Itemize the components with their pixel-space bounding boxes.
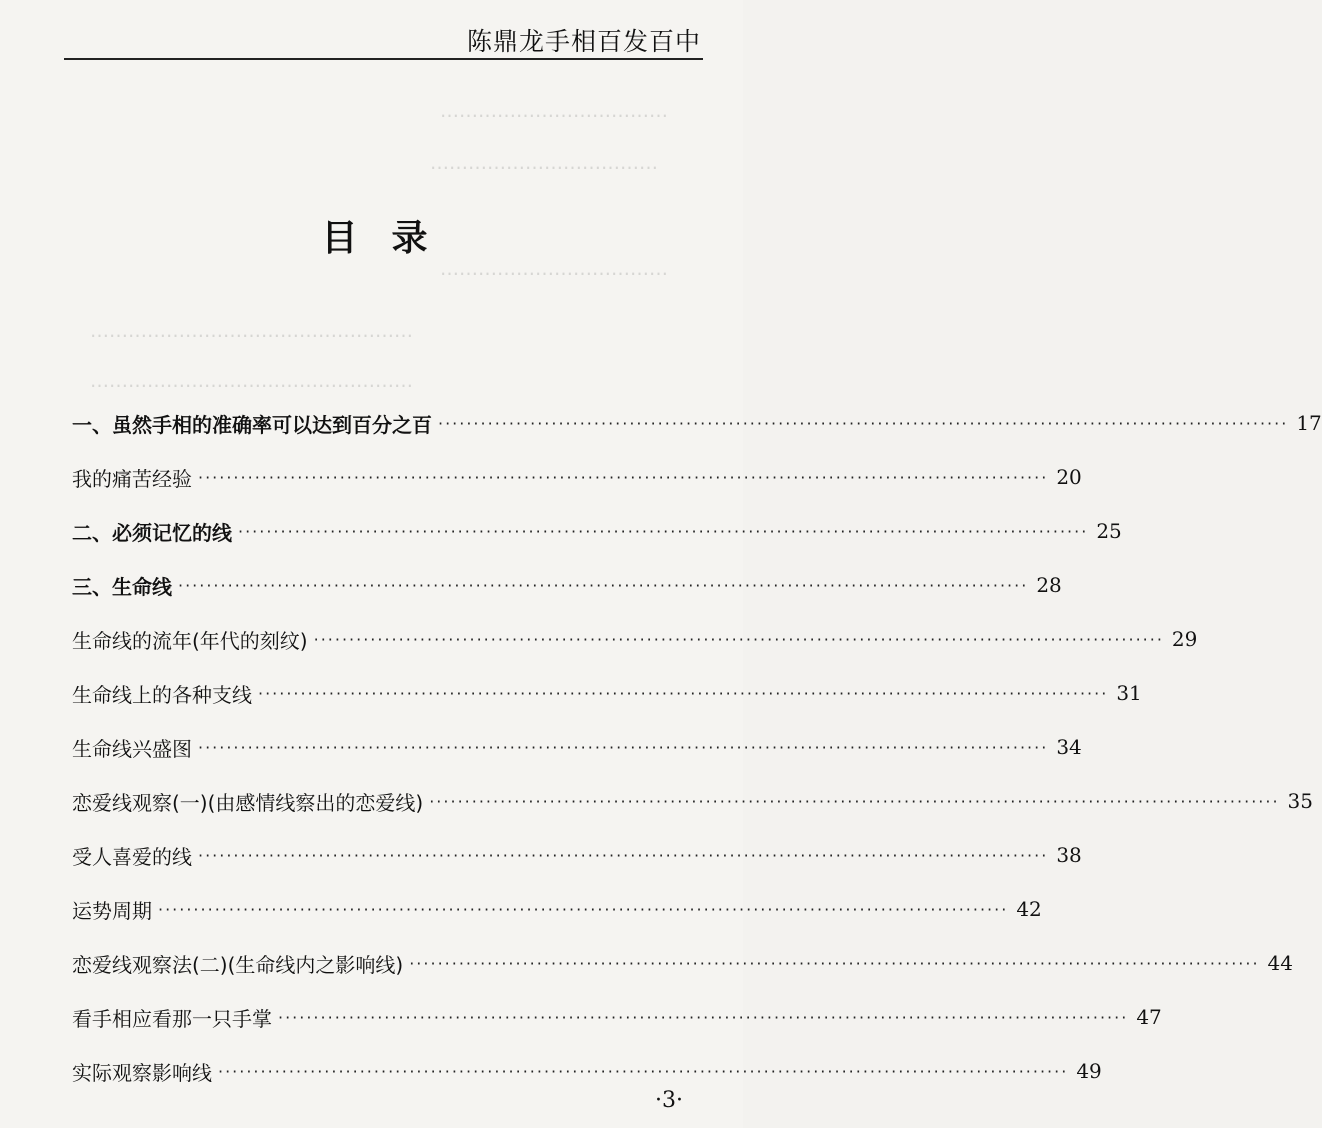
toc-leader-dots: ························································································································: [258, 683, 1109, 703]
toc-leader-dots: ························································································································: [409, 953, 1260, 973]
toc-leader-dots: ························································································································: [278, 1007, 1129, 1027]
running-header-title: 陈鼎龙手相百发百中: [466, 27, 701, 56]
toc-entry-page: 44: [1267, 951, 1293, 975]
toc-entry-page: 34: [1056, 735, 1082, 759]
toc-leader-dots: ························································································································: [158, 899, 1009, 919]
toc-entry[interactable]: [72, 990, 1162, 1044]
toc-entry-page: 47: [1136, 1005, 1162, 1029]
toc-entry-page: 31: [1116, 681, 1142, 705]
toc-entry-page: 42: [1016, 897, 1042, 921]
toc-leader-dots: ························································································································: [218, 1061, 1069, 1081]
toc-entry-page: 28: [1036, 573, 1062, 597]
toc-entry-title: 生命线兴盛图: [72, 736, 192, 761]
toc-entry-title: 运势周期: [72, 898, 152, 923]
toc-entry-title: 三、生命线: [72, 574, 172, 599]
toc-entry[interactable]: [72, 396, 1322, 450]
toc-entry[interactable]: [72, 666, 1142, 720]
toc-entry-page: 29: [1171, 627, 1198, 651]
toc-leader-dots: ························································································································: [198, 845, 1049, 865]
toc-entry[interactable]: [72, 450, 1082, 504]
toc-entry-title: 二、必须记忆的线: [72, 520, 232, 545]
toc-entry[interactable]: [72, 828, 1082, 882]
bleed-through-text: ……………………………………………: [90, 320, 413, 342]
toc-leader-dots: ························································································································: [313, 629, 1164, 649]
toc-leader-dots: ························································································································: [438, 413, 1289, 433]
toc-entry[interactable]: [72, 1044, 1102, 1098]
bleed-through-text: ………………………………: [440, 100, 668, 122]
toc-entry[interactable]: [72, 612, 1198, 666]
toc-entry-page: 20: [1056, 465, 1082, 489]
toc-leader-dots: ························································································································: [178, 575, 1029, 595]
bleed-through-text: ……………………………………………: [90, 370, 413, 392]
contents-heading: 目录: [321, 217, 462, 259]
toc-entry-page: 49: [1076, 1059, 1102, 1083]
toc-entry-title: 生命线上的各种支线: [72, 682, 252, 707]
toc-entry[interactable]: [72, 504, 1122, 558]
toc-entry-title: 恋爱线观察(一)(由感情线察出的恋爱线): [72, 790, 424, 815]
table-of-contents: [72, 396, 1322, 1098]
toc-entry[interactable]: [72, 774, 1313, 828]
toc-entry-title: 恋爱线观察法(二)(生命线内之影响线): [72, 952, 404, 977]
toc-entry-page: 38: [1056, 843, 1082, 867]
toc-entry-title: 一、虽然手相的准确率可以达到百分之百: [72, 412, 432, 437]
toc-entry-page: 17: [1296, 411, 1322, 435]
toc-entry[interactable]: [72, 720, 1082, 774]
bleed-through-text: ………………………………: [430, 152, 658, 174]
toc-entry-title: 我的痛苦经验: [72, 466, 192, 491]
page-number: ·3·: [655, 1088, 683, 1113]
toc-leader-dots: ························································································································: [238, 521, 1089, 541]
toc-entry-title: 受人喜爱的线: [72, 844, 192, 869]
toc-entry[interactable]: [72, 882, 1042, 936]
toc-entry-title: 生命线的流年(年代的刻纹): [72, 628, 308, 653]
toc-entry-page: 35: [1287, 789, 1313, 813]
toc-leader-dots: ························································································································: [198, 467, 1049, 487]
toc-entry[interactable]: [72, 936, 1293, 990]
header-rule: [64, 58, 703, 60]
toc-leader-dots: ························································································································: [429, 791, 1280, 811]
bleed-through-text: ………………………………: [440, 258, 668, 280]
toc-entry-page: 25: [1096, 519, 1122, 543]
toc-entry[interactable]: [72, 558, 1062, 612]
toc-entry-title: 实际观察影响线: [72, 1060, 212, 1085]
toc-leader-dots: ························································································································: [198, 737, 1049, 757]
toc-entry-title: 看手相应看那一只手掌: [72, 1006, 272, 1031]
